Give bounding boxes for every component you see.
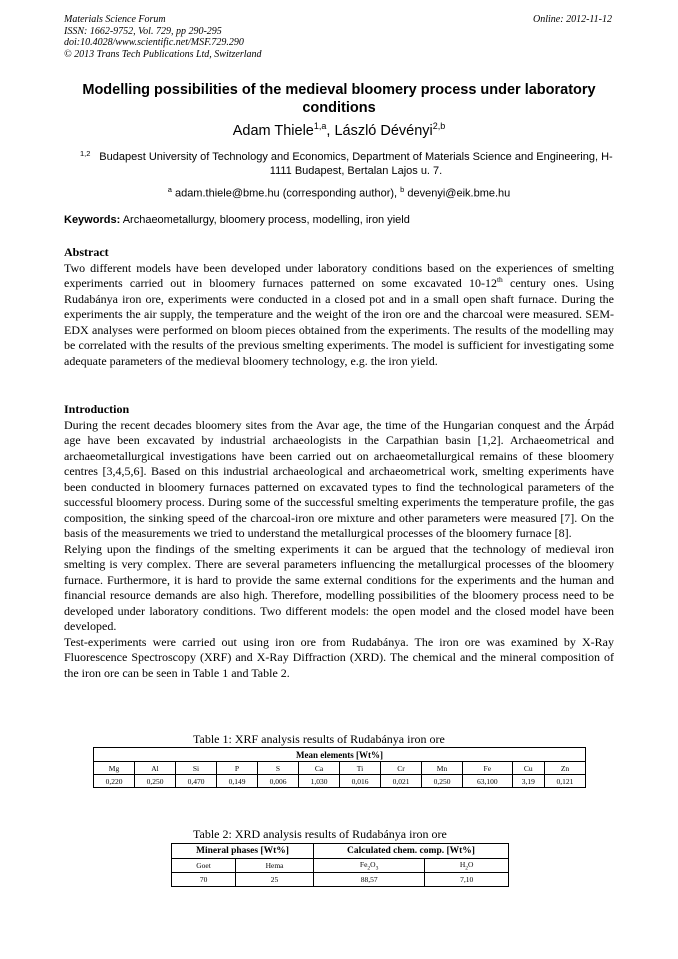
abstract-heading: Abstract — [64, 245, 109, 259]
table1-element: Si — [176, 762, 217, 775]
table1-value: 0,016 — [340, 775, 381, 788]
introduction-paragraph: Relying upon the findings of the smelting experiments it can be argued that the technology of medieval iron smelting is very complex. There are several parameters influencing the metallurgical processes of the bloomery furnace. Furthermore, it is hard to provide the same external conditions for the experiments and the human and financial resource demands are also high. Therefore, modelling possibilities of the bloomery process need to be developed under laboratory conditions. Two different models: the open model and the closed model have been developed. — [64, 541, 614, 633]
affiliation-text: Budapest University of Technology and Economics, Department of Materials Science and Engineering, H-1111 Budapest, Bertalan Lajos u. 7. — [99, 151, 613, 177]
table1-value: 0,006 — [258, 775, 299, 788]
table1-value: 63,100 — [463, 775, 513, 788]
author-separator: , — [326, 122, 335, 139]
table1-element-row — [94, 762, 586, 775]
table1-value: 0,250 — [135, 775, 176, 788]
formula-sub: 3 — [375, 865, 379, 872]
author-name: Adam Thiele — [232, 122, 314, 139]
table2-header-mineral: Mineral phases [Wt%] — [172, 844, 314, 859]
table1-value: 0,470 — [176, 775, 217, 788]
table2-value: 88,57 — [313, 873, 424, 887]
email-text: adam.thiele@bme.hu (corresponding author), — [174, 187, 398, 200]
formula-sub: 2 — [367, 865, 371, 872]
table1-caption: Table 1: XRF analysis results of Rudabánya iron ore — [193, 732, 445, 746]
table2-value-row — [172, 873, 509, 887]
online-date: Online: 2012-11-12 — [533, 14, 612, 25]
issn-line: ISSN: 1662-9752, Vol. 729, pp 290-295 — [64, 25, 222, 37]
formula-part: Fe — [359, 859, 368, 869]
table1-element: Mg — [94, 762, 135, 775]
affiliation-number: 1,2 — [80, 149, 91, 158]
email-text: devenyi@eik.bme.hu — [407, 187, 511, 200]
author-sup: 2,b — [432, 121, 446, 131]
author-name: László Dévényi — [334, 122, 433, 139]
formula-part: O — [468, 859, 474, 869]
table2-value: 7,10 — [425, 873, 509, 887]
introduction-paragraph: Test-experiments were carried out using iron ore from Rudabánya. The iron ore was examined by X-Ray Fluorescence Spectroscopy (XRF) and X-Ray Diffraction (XRD). The chemical and the mineral composition of the iron ore can be seen in Table 1 and Table 2. — [64, 634, 614, 680]
table1-element: Cu — [512, 762, 544, 775]
affiliation — [64, 150, 614, 178]
table2-label-row — [172, 859, 509, 873]
table1-value: 0,121 — [544, 775, 585, 788]
formula-part: O — [370, 859, 376, 869]
table1-element: S — [258, 762, 299, 775]
table1-value: 0,250 — [422, 775, 463, 788]
table2-value: 25 — [236, 873, 314, 887]
abstract-text-a: Two different models have been developed under laboratory conditions based on the experiences of smelting experiments carried out in bloomery furnaces patterned on some excavated 10-12 — [64, 260, 614, 290]
table1-element: Zn — [544, 762, 585, 775]
abstract-text-b: century ones. Using Rudabánya iron ore, experiments were conducted in a closed pot and in a small open shaft furnace. During the experiments the air supply, the temperature and the weight of the iron ore and the charcoal were measured. SEM-EDX analyses were performed on bloom pieces obtained from the experiments. The results of the modelling may be correlated with the results of the previous smelting experiments. The model is sufficient for investigating some adequate parameters of the medieval bloomery technology, e.g. the iron yield. — [64, 276, 614, 368]
table1-element: Ca — [299, 762, 340, 775]
introduction-section — [64, 402, 614, 681]
table1 — [93, 747, 586, 788]
abstract-sup: th — [496, 275, 503, 284]
table2-label-fe2o3 — [313, 859, 424, 873]
table2-label: Goet — [172, 859, 236, 873]
table1-value: 0,220 — [94, 775, 135, 788]
author-sup: 1,a — [313, 121, 327, 131]
email-sup: b — [400, 185, 405, 194]
table1-element: P — [217, 762, 258, 775]
keywords — [64, 214, 614, 226]
table1-value: 1,030 — [299, 775, 340, 788]
journal-header — [64, 14, 262, 60]
table2-label: Hema — [236, 859, 314, 873]
abstract-text — [64, 261, 614, 370]
table1-value: 0,149 — [217, 775, 258, 788]
introduction-paragraph: During the recent decades bloomery sites from the Avar age, the time of the Hungarian conquest and the Árpád age have been excavated by industrial archaeologists in the Carpathian basin [1,2]. Archaeometrical and archaeometallurgical investigations have been carried out on archaeometallurgical remains of these bloomery centres [3,4,5,6]. Based on this industrial archaeological and archaeometrical work, smelting experiments have been conducted in bloomery furnaces patterned on excavated types to find the technological parameters of the successful bloomery process. During some of the successful smelting experiments the temperature profile, the gas composition, the sinking speed of the charcoal-iron ore mixture and other parameters were measured [7]. On the basis of the measurements we tried to understand the metallurgical processes of the bloomery furnace [8]. — [64, 417, 614, 540]
paper-title: Modelling possibilities of the medieval bloomery process under laboratory conditions — [82, 82, 596, 116]
table2-header-chem: Calculated chem. comp. [Wt%] — [313, 844, 508, 859]
table2-caption: Table 2: XRD analysis results of Rudabánya iron ore — [193, 827, 447, 841]
table1-value: 0,021 — [381, 775, 422, 788]
formula-sub: 2 — [465, 865, 469, 872]
keywords-text: Archaeometallurgy, bloomery process, modelling, iron yield — [122, 214, 410, 226]
abstract-section — [64, 245, 614, 369]
keywords-label: Keywords: — [64, 214, 121, 226]
table1-header: Mean elements [Wt%] — [94, 748, 586, 762]
table1-element: Mn — [422, 762, 463, 775]
table1-element: Cr — [381, 762, 422, 775]
table1-value-row — [94, 775, 586, 788]
doi-line: doi:10.4028/www.scientific.net/MSF.729.290 — [64, 37, 244, 49]
copyright-line: © 2013 Trans Tech Publications Ltd, Switzerland — [64, 48, 262, 60]
journal-name: Materials Science Forum — [64, 14, 166, 25]
email-line — [64, 185, 614, 200]
table1-value: 3,19 — [512, 775, 544, 788]
formula-part: H — [459, 859, 466, 869]
table1-element: Fe — [463, 762, 513, 775]
introduction-heading: Introduction — [64, 402, 130, 416]
table1-element: Al — [135, 762, 176, 775]
email-sup: a — [167, 185, 172, 194]
table2 — [171, 843, 509, 887]
table2-label-h2o — [425, 859, 509, 873]
author-line — [64, 121, 614, 139]
table2-value: 70 — [172, 873, 236, 887]
table1-element: Ti — [340, 762, 381, 775]
